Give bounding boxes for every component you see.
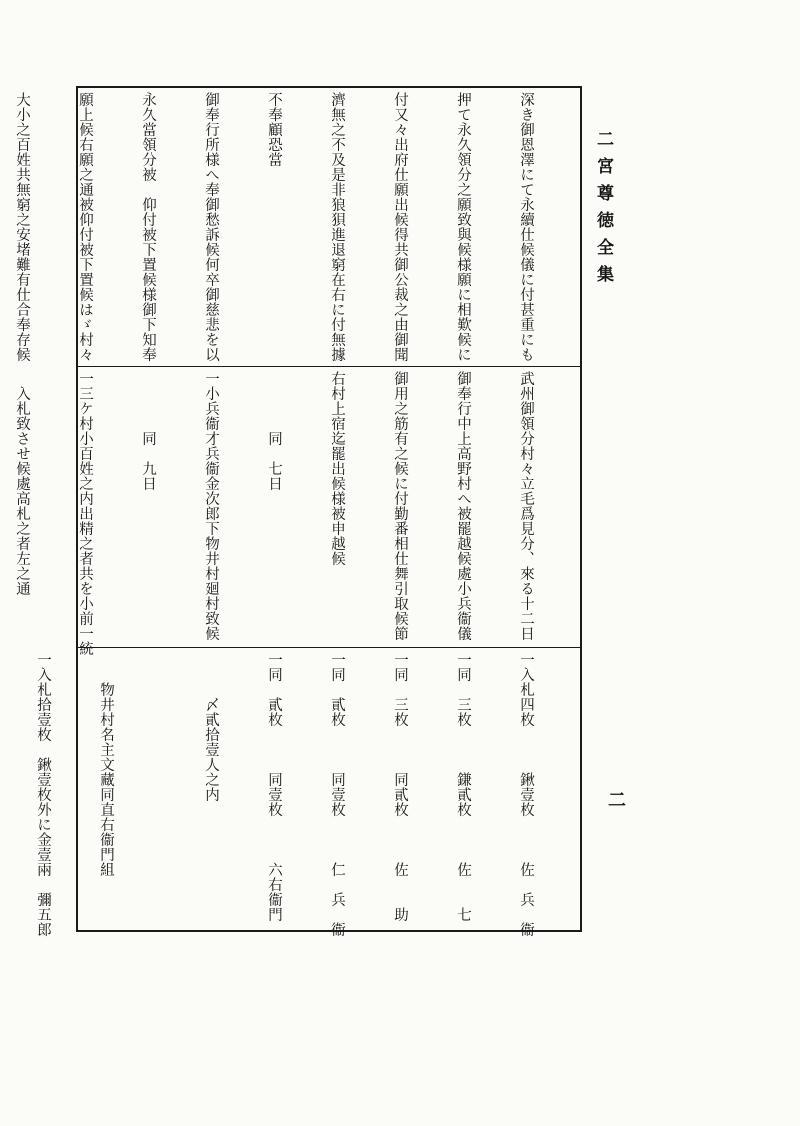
text-band-bottom: [35, 652, 578, 937]
text-line: 一入札四枚 鍬壹枚 佐 兵 衞: [518, 652, 534, 937]
text-line: 深き御恩澤にて永續仕候儀に付甚重にも: [518, 92, 534, 362]
band-divider-upper: [78, 366, 580, 367]
text-line: 一同 三枚 同貳枚 佐 助: [392, 652, 408, 922]
text-line: 御奉行所様へ奉御愁訴候何卒御慈悲を以: [203, 92, 219, 362]
text-line: 物井村名主文藏同直右衞門組: [98, 652, 114, 877]
text-line: 一同 貳枚 同壹枚 仁 兵 衞: [329, 652, 345, 937]
text-band-top: [14, 92, 578, 362]
text-line: 同 七日: [266, 371, 282, 491]
text-line: 右村上宿迄罷出候様被申越候: [329, 371, 345, 566]
text-line: 一同 貳枚 同壹枚 六右衞門: [266, 652, 282, 922]
text-line: 一三ケ村小百姓之内出精之者共を小前一統: [77, 371, 93, 656]
text-line: 入札致させ候處高札之者左之通: [14, 371, 30, 596]
text-line: 御奉行中上高野村へ被罷越候處小兵衞儀: [455, 371, 471, 641]
text-line: 濟無之不及是非狼狽進退窮在右に付無據: [329, 92, 345, 362]
text-line: 付又々出府仕願出候得共御公裁之由御聞: [392, 92, 408, 362]
text-line: 不奉顧恐當: [266, 92, 282, 167]
text-line: 一小兵衞才兵衞金次郎下物井村廻村致候: [203, 371, 219, 641]
text-line: 押て永久領分之願致與候様願に相歎候に: [455, 92, 471, 362]
running-head: 二宮尊徳全集: [593, 130, 613, 292]
text-line: 永久當領分被 仰付被下置候様御下知奉: [140, 92, 156, 362]
text-line: 一同 三枚 鎌貳枚 佐 七: [455, 652, 471, 922]
page-number: 二: [605, 790, 626, 808]
text-line: 〆貳拾壹人之内: [203, 652, 219, 802]
text-line: 同 九日: [140, 371, 156, 491]
text-line: 願上候右願之通被仰付被下置候はゞ村々: [77, 92, 93, 362]
text-line: 御用之筋有之候に付勤番相仕舞引取候節: [392, 371, 408, 641]
text-band-middle: [14, 371, 578, 656]
text-line: 一入札拾壹枚 鍬壹枚外に金壹兩 彌五郎: [35, 652, 51, 937]
text-line: 武州御領分村々立毛爲見分、來る十二日: [518, 371, 534, 641]
text-line: 大小之百姓共無窮之安堵難有仕合奉存候: [14, 92, 30, 362]
band-divider-lower: [78, 647, 580, 648]
